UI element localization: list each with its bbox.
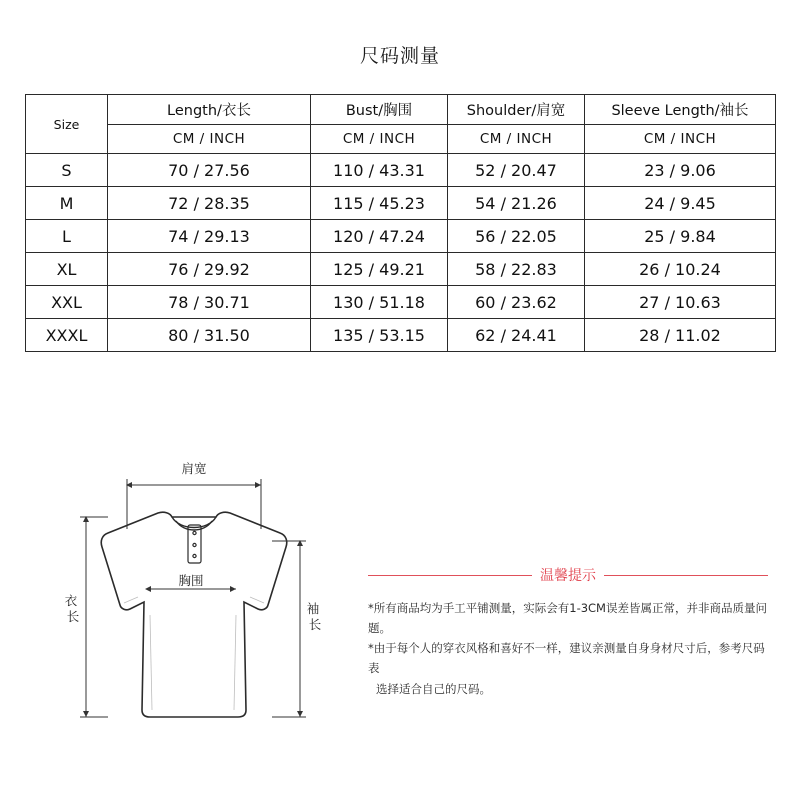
table-row	[26, 253, 776, 286]
table-row	[26, 187, 776, 220]
cell-shoulder: 54 / 21.26	[448, 187, 585, 220]
tips-line-1: *所有商品均为手工平铺测量，实际会有1-3CM误差皆属正常，并非商品质量问题。	[368, 601, 767, 636]
unit-header-sleeve: CM / INCH	[585, 125, 776, 154]
column-header-length: Length/衣长	[108, 95, 311, 125]
cell-sleeve: 27 / 10.63	[585, 286, 776, 319]
page-title: 尺码测量	[359, 45, 440, 67]
bust-label: 胸围	[178, 573, 204, 588]
cell-length: 70 / 27.56	[108, 154, 311, 187]
table-row	[26, 319, 776, 352]
cell-sleeve: 25 / 9.84	[585, 220, 776, 253]
cell-shoulder: 62 / 24.41	[448, 319, 585, 352]
cell-shoulder: 52 / 20.47	[448, 154, 585, 187]
cell-size: XL	[26, 253, 108, 286]
tips-header	[368, 565, 768, 585]
cell-bust: 125 / 49.21	[311, 253, 448, 286]
cell-bust: 115 / 45.23	[311, 187, 448, 220]
cell-length: 72 / 28.35	[108, 187, 311, 220]
column-header-sleeve: Sleeve Length/袖长	[585, 95, 776, 125]
unit-header-length: CM / INCH	[108, 125, 311, 154]
unit-header-bust: CM / INCH	[311, 125, 448, 154]
tips-divider-right	[604, 575, 768, 576]
cell-sleeve: 26 / 10.24	[585, 253, 776, 286]
table-row	[26, 154, 776, 187]
cell-shoulder: 56 / 22.05	[448, 220, 585, 253]
shoulder-label: 肩宽	[181, 461, 207, 476]
cell-size: L	[26, 220, 108, 253]
cell-bust: 135 / 53.15	[311, 319, 448, 352]
tips-section	[368, 565, 768, 699]
sleeve-label: 袖 长	[306, 601, 322, 632]
cell-shoulder: 60 / 23.62	[448, 286, 585, 319]
table-row	[26, 286, 776, 319]
column-header-shoulder: Shoulder/肩宽	[448, 95, 585, 125]
tips-divider-left	[368, 575, 532, 576]
cell-sleeve: 28 / 11.02	[585, 319, 776, 352]
size-chart-table	[25, 94, 776, 352]
cell-length: 76 / 29.92	[108, 253, 311, 286]
tips-line-3: 选择适合自己的尺码。	[376, 681, 491, 696]
column-header-bust: Bust/胸围	[311, 95, 448, 125]
cell-length: 78 / 30.71	[108, 286, 311, 319]
table-row	[26, 220, 776, 253]
cell-length: 80 / 31.50	[108, 319, 311, 352]
cell-sleeve: 23 / 9.06	[585, 154, 776, 187]
tips-line-2: *由于每个人的穿衣风格和喜好不一样，建议亲测量自身身材尺寸后，参考尺码表	[368, 641, 765, 676]
size-table-container	[25, 94, 775, 352]
cell-bust: 110 / 43.31	[311, 154, 448, 187]
length-label: 衣 长	[64, 593, 80, 624]
cell-size: M	[26, 187, 108, 220]
table-header-group-row	[26, 95, 776, 125]
column-header-size: Size	[26, 95, 108, 154]
cell-size: S	[26, 154, 108, 187]
tips-title: 温馨提示	[540, 568, 596, 584]
cell-size: XXL	[26, 286, 108, 319]
cell-size: XXXL	[26, 319, 108, 352]
cell-bust: 120 / 47.24	[311, 220, 448, 253]
cell-bust: 130 / 51.18	[311, 286, 448, 319]
table-header-unit-row	[26, 125, 776, 154]
unit-header-shoulder: CM / INCH	[448, 125, 585, 154]
cell-sleeve: 24 / 9.45	[585, 187, 776, 220]
cell-shoulder: 58 / 22.83	[448, 253, 585, 286]
garment-measurement-diagram	[60, 455, 360, 775]
cell-length: 74 / 29.13	[108, 220, 311, 253]
